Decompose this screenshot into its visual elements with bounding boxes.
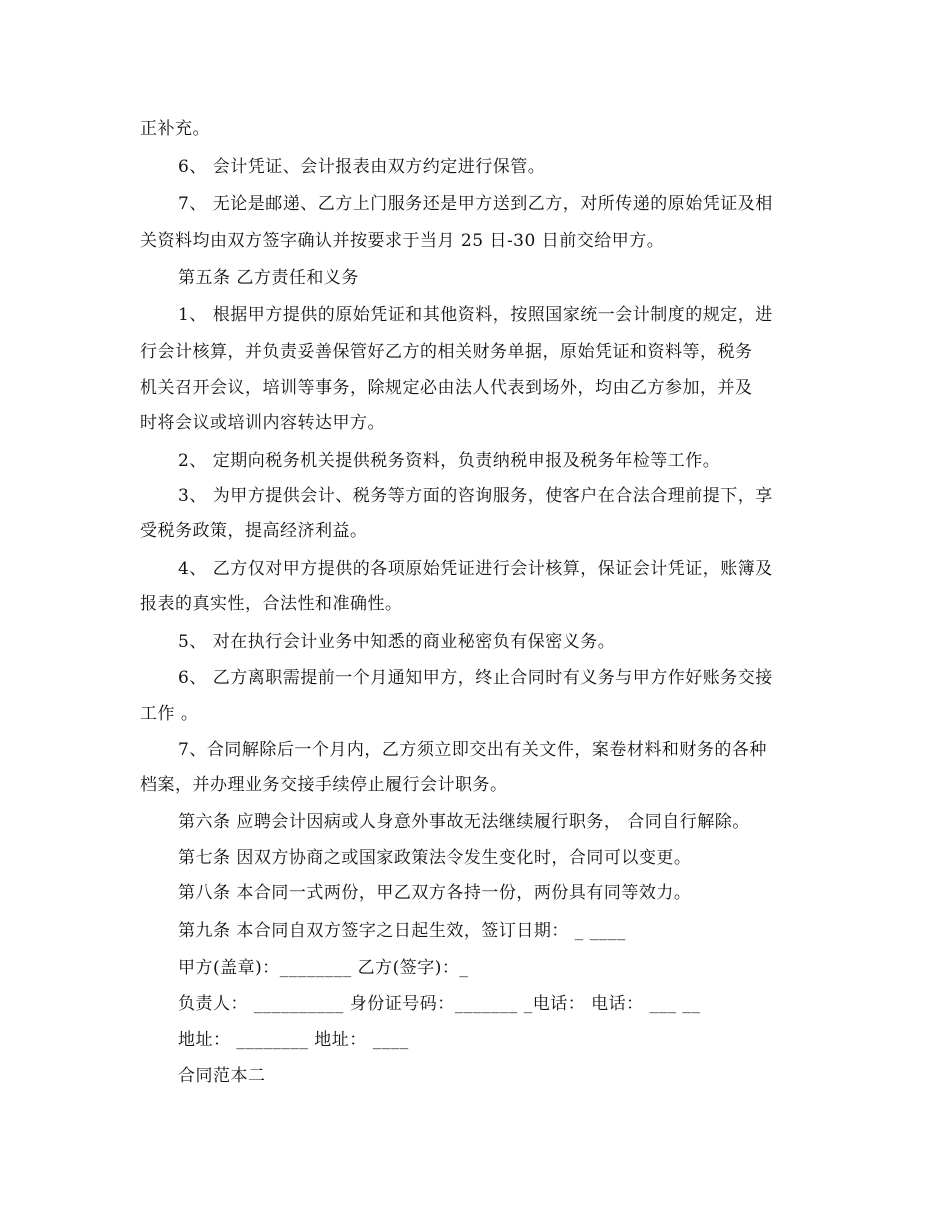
text-line: 2、 定期向税务机关提供税务资料，负责纳税申报及税务年检等工作。 — [178, 451, 721, 471]
section-heading: 第六条 应聘会计因病或人身意外事故无法继续履行职务， 合同自行解除。 — [178, 812, 750, 832]
text-line: 档案，并办理业务交接手续停止履行会计职务。 — [140, 775, 508, 795]
text-line: 工作 。 — [140, 704, 199, 724]
text-line: 3、 为甲方提供会计、税务等方面的咨询服务，使客户在合法合理前提下，享 — [178, 486, 773, 506]
section-heading: 第九条 本合同自双方签字之日起生效，签订日期： _ ____ — [178, 921, 626, 941]
text-line: 6、 乙方离职需提前一个月通知甲方，终止合同时有义务与甲方作好账务交接 — [178, 668, 773, 688]
text-line: 4、 乙方仅对甲方提供的各项原始凭证进行会计核算，保证会计凭证，账簿及 — [178, 559, 773, 579]
text-line: 报表的真实性，合法性和准确性。 — [140, 594, 403, 614]
section-heading: 合同范本二 — [178, 1066, 266, 1086]
text-line: 行会计核算，并负责妥善保管好乙方的相关财务单据，原始凭证和资料等，税务 — [140, 342, 753, 362]
text-line: 关资料均由双方签字确认并按要求于当月 25 日-30 日前交给甲方。 — [140, 231, 665, 251]
text-line: 受税务政策，提高经济利益。 — [140, 521, 368, 541]
section-heading: 第七条 因双方协商之或国家政策法令发生变化时，合同可以变更。 — [178, 848, 692, 868]
section-heading: 第五条 乙方责任和义务 — [178, 268, 359, 288]
signature-line: 负责人： __________ 身份证号码：_______ _电话： 电话： ___ __ — [178, 994, 701, 1014]
text-line: 时将会议或培训内容转达甲方。 — [140, 413, 385, 433]
section-heading: 第八条 本合同一式两份，甲乙双方各持一份，两份具有同等效力。 — [178, 883, 692, 903]
text-line: 6、 会计凭证、会计报表由双方约定进行保管。 — [178, 157, 546, 177]
text-line: 1、 根据甲方提供的原始凭证和其他资料，按照国家统一会计制度的规定，进 — [178, 305, 773, 325]
text-line: 7、合同解除后一个月内，乙方须立即交出有关文件，案卷材料和财务的各种 — [178, 740, 767, 760]
signature-line: 地址： ________ 地址： ____ — [178, 1030, 409, 1050]
text-line: 机关召开会议，培训等事务，除规定必由法人代表到场外，均由乙方参加，并及 — [140, 378, 753, 398]
text-line: 5、 对在执行会计业务中知悉的商业秘密负有保密义务。 — [178, 632, 616, 652]
text-line: 正补充。 — [140, 119, 210, 139]
signature-line: 甲方(盖章)：________ 乙方(签字)：_ — [178, 958, 469, 978]
text-line: 7、 无论是邮递、乙方上门服务还是甲方送到乙方，对所传递的原始凭证及相 — [178, 194, 773, 214]
